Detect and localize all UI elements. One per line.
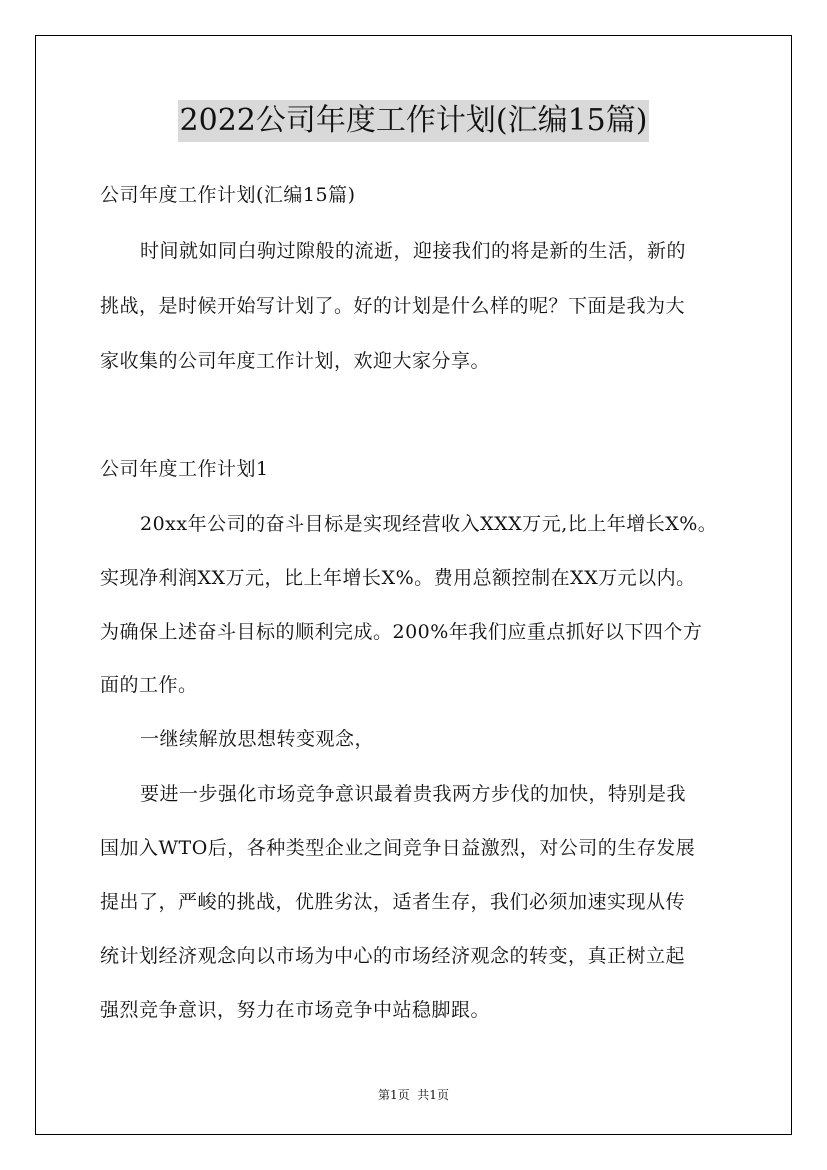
para1-line-1: 20xx年公司的奋斗目标是实现经营收入XXX万元,比上年增长X%。 <box>140 513 718 535</box>
para2-line-3: 提出了，严峻的挑战，优胜劣汰，适者生存，我们必须加速实现从传 <box>100 891 686 913</box>
para2-line-2: 国加入WTO后，各种类型企业之间竞争日益激烈，对公司的生存发展 <box>100 837 696 859</box>
para2-line-4: 统计划经济观念向以市场为中心的市场经济观念的转变，真正树立起 <box>100 945 686 967</box>
point1-heading: 一继续解放思想转变观念， <box>140 728 375 750</box>
title-container <box>0 100 827 142</box>
para1-line-4: 面的工作。 <box>100 674 198 696</box>
section-heading: 公司年度工作计划1 <box>100 458 269 480</box>
para1-line-2: 实现净利润XX万元，比上年增长X%。费用总额控制在XX万元以内。 <box>100 567 696 589</box>
intro-line-3: 家收集的公司年度工作计划，欢迎大家分享。 <box>100 350 491 372</box>
document-title: 2022公司年度工作计划(汇编15篇) <box>178 100 650 142</box>
para2-line-5: 强烈竞争意识，努力在市场竞争中站稳脚跟。 <box>100 999 491 1021</box>
para1-line-3: 为确保上述奋斗目标的顺利完成。200%年我们应重点抓好以下四个方 <box>100 621 703 643</box>
para2-line-1: 要进一步强化市场竞争意识最着贵我两方步伐的加快，特别是我 <box>140 783 687 805</box>
intro-line-1: 时间就如同白驹过隙般的流逝，迎接我们的将是新的生活，新的 <box>140 240 687 262</box>
document-subtitle: 公司年度工作计划(汇编15篇) <box>100 184 356 206</box>
page-footer: 第1页 共1页 <box>378 1088 449 1102</box>
intro-line-2: 挑战，是时候开始写计划了。好的计划是什么样的呢？下面是我为大 <box>100 295 686 317</box>
